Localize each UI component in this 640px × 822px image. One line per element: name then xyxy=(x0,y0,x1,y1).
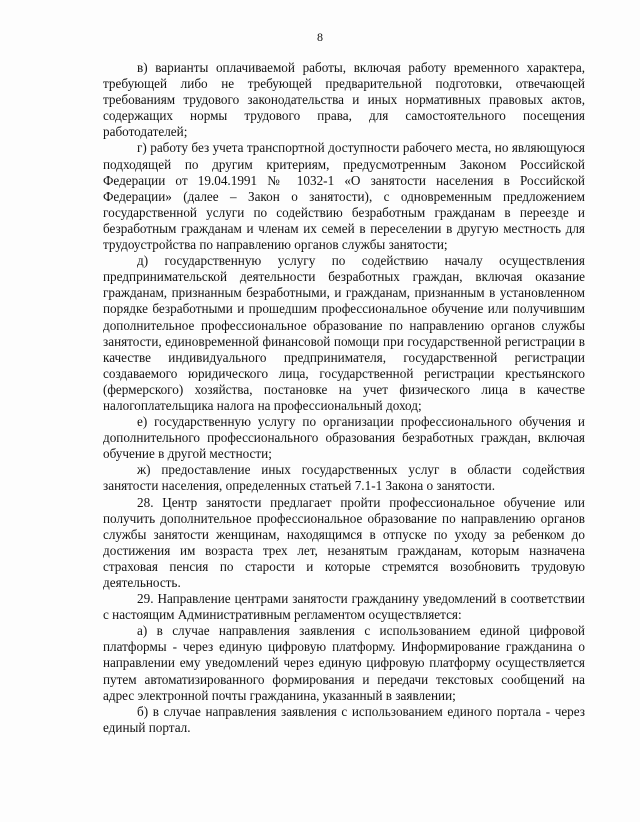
document-body xyxy=(103,60,585,736)
paragraph-clause-29: 29. Направление центрами занятости гражданину уведомлений в соответствии с настоящим Административным регламентом осуществляется: xyxy=(103,591,585,623)
paragraph-item-e: е) государственную услугу по организации профессионального обучения и дополнительного профессионального образования безработных граждан, включая обучение в другой местности; xyxy=(103,414,585,462)
paragraph-item-g: г) работу без учета транспортной доступности рабочего места, но являющуюся подходящей по другим критериям, предусмотренным Законом Российской Федерации от 19.04.1991 № 1032-1 «О занятости населения в Российской Федерации» (далее – Закон о занятости), с одновременным предложением государственной услуги по содействию безработным гражданам в переезде и безработным гражданам и членам их семей в переселении в другую местность для трудоустройства по направлению органов службы занятости; xyxy=(103,140,585,253)
paragraph-item-b: б) в случае направления заявления с использованием единого портала - через единый портал. xyxy=(103,703,585,735)
paragraph-clause-28: 28. Центр занятости предлагает пройти профессиональное обучение или получить дополнительное профессиональное образование по направлению органов службы занятости женщинам, находящимся в отпуске по уходу за ребенком до достижения им возраста трех лет, незанятым гражданам, которым назначена страховая пенсия по старости и которые стремятся возобновить трудовую деятельность. xyxy=(103,494,585,590)
page-number: 8 xyxy=(317,30,323,44)
paragraph-item-v: в) варианты оплачиваемой работы, включая работу временного характера, требующей либо не требующей предварительной подготовки, отвечающей требованиям трудового законодательства и иных нормативных правовых актов, содержащих нормы трудового права, для самостоятельного посещения работодателей; xyxy=(103,60,585,140)
paragraph-item-a: а) в случае направления заявления с использованием единой цифровой платформы - через единую цифровую платформу. Информирование гражданина о направлении ему уведомлений через единую цифровую платформу осуществляется путем автоматизированного формирования и передачи текстовых сообщений на адрес электронной почты гражданина, указанный в заявлении; xyxy=(103,623,585,703)
paragraph-item-d: д) государственную услугу по содействию началу осуществления предпринимательской деятельности безработных граждан, включая оказание гражданам, признанным безработными, и гражданам, признанным в установленном порядке безработными и прошедшим профессиональное обучение или получившим дополнительное профессиональное образование по направлению органов службы занятости, единовременной финансовой помощи при государственной регистрации в качестве индивидуального предпринимателя, государственной регистрации создаваемого юридического лица, государственной регистрации крестьянского (фермерского) хозяйства, постановке на учет физического лица в качестве налогоплательщика налога на профессиональный доход; xyxy=(103,253,585,413)
paragraph-item-zh: ж) предоставление иных государственных услуг в области содействия занятости населения, определенных статьей 7.1-1 Закона о занятости. xyxy=(103,462,585,494)
